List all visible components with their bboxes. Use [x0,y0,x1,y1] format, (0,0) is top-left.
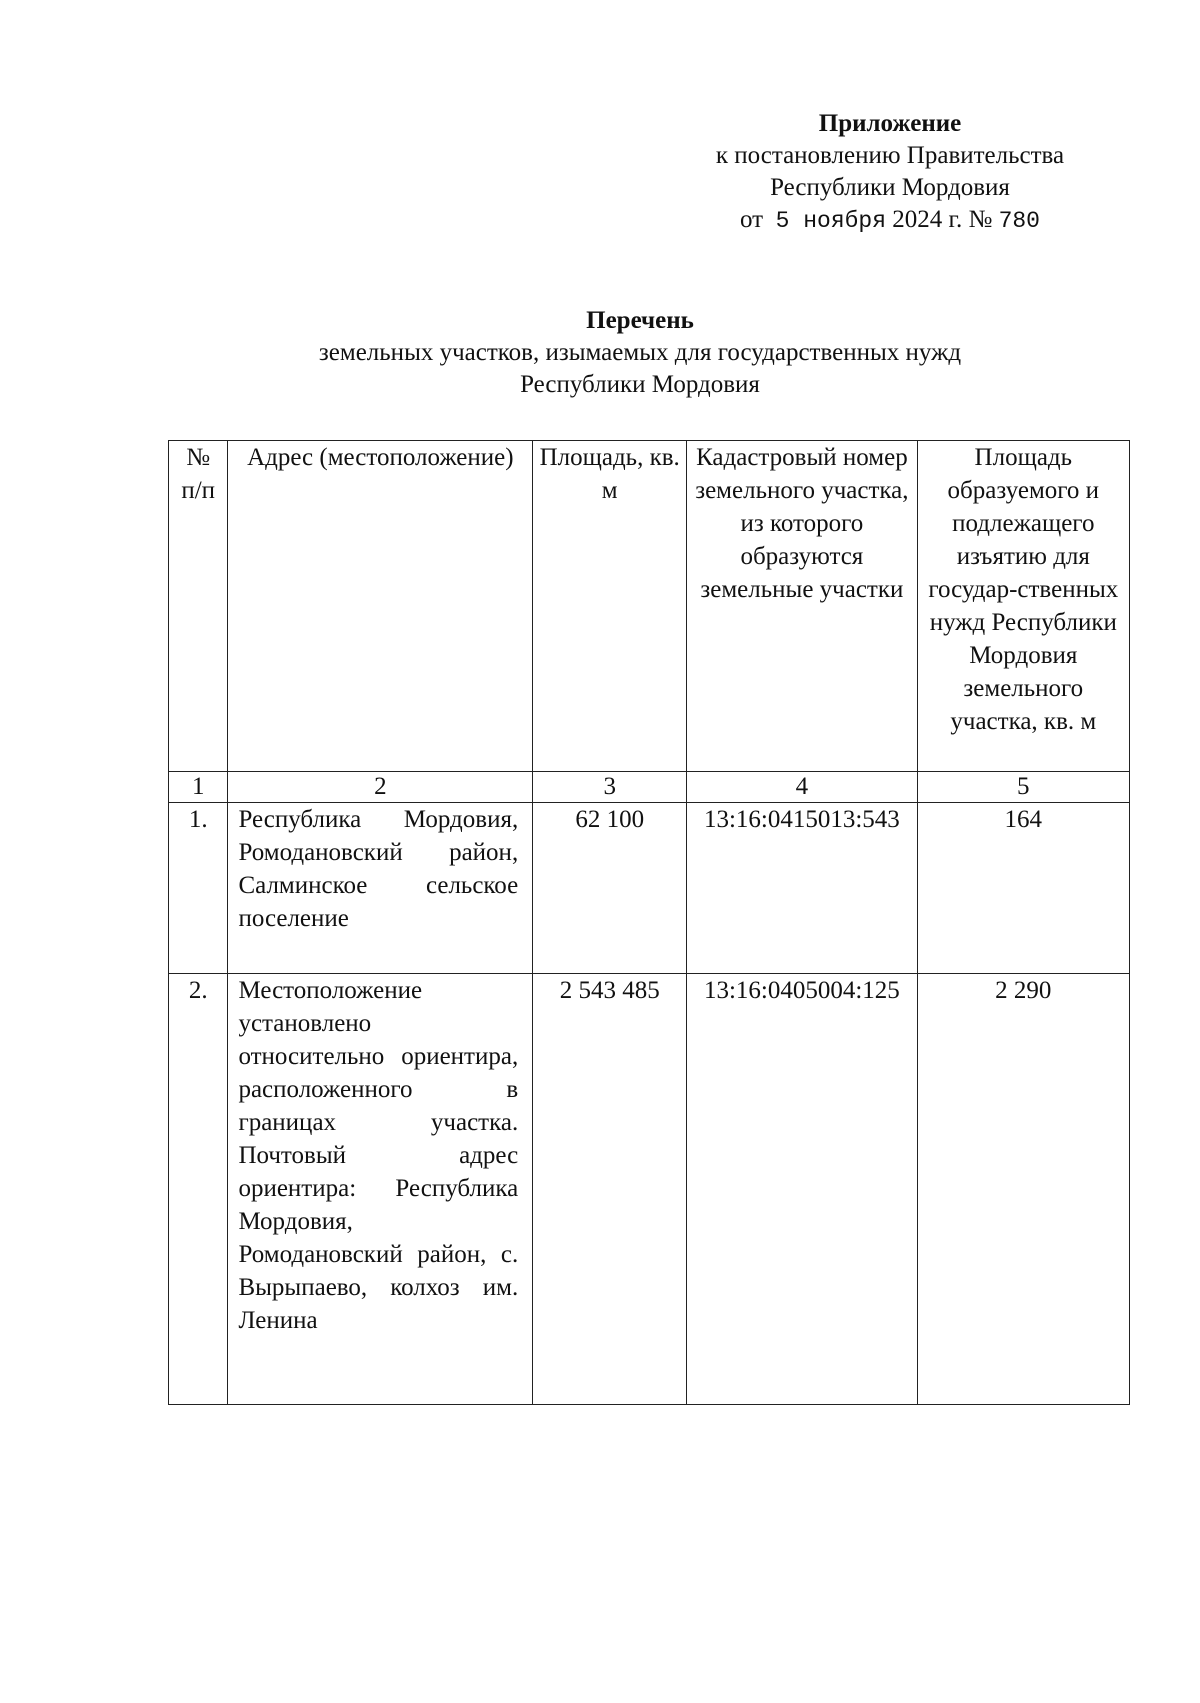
row-address: Местоположение установлено относительно ориентира, расположенного в границах участка. Почтовый адрес ориентира: Республика Мордовия, Ромодановский район, с. Вырыпаево, колхоз им. Ленина [228,974,533,1405]
decree-number: 780 [998,208,1040,234]
row-address: Республика Мордовия, Ромодановский район, Салминское сельское поселение [228,803,533,974]
document-heading [160,305,1120,401]
heading-title: Перечень [586,307,694,334]
date-handwritten: 5 ноября [775,208,887,234]
column-number: 2 [228,772,533,803]
appendix-line2: Республики Мордовия [770,174,1010,201]
date-year: 2024 г. № [892,206,993,233]
row-seized-area: 2 290 [917,974,1129,1405]
row-cadastral: 13:16:0405004:125 [687,974,917,1405]
column-number: 3 [533,772,687,803]
heading-line1: земельных участков, изымаемых для государственных нужд [318,339,962,366]
heading-line2: Республики Мордовия [520,371,760,398]
header-area: Площадь, кв. м [533,441,687,772]
table-row [169,974,1130,1405]
land-plots-table [168,440,1130,1405]
column-number: 1 [169,772,228,803]
row-area: 2 543 485 [533,974,687,1405]
row-index: 1. [169,803,228,974]
table-row [169,803,1130,974]
table-header-row [169,441,1130,772]
appendix-block [660,108,1120,237]
row-cadastral: 13:16:0415013:543 [687,803,917,974]
column-number: 5 [917,772,1129,803]
row-area: 62 100 [533,803,687,974]
date-prefix: от [740,206,764,233]
appendix-line1: к постановлению Правительства [715,142,1065,169]
row-index: 2. [169,974,228,1405]
header-cadastral: Кадастровый номер земельного участка, из которого образуются земельные участки [687,441,917,772]
header-address: Адрес (местоположение) [228,441,533,772]
header-seized-area: Площадь образуемого и подлежащего изъятию для государ-ственных нужд Республики Мордовия земельного участка, кв. м [917,441,1129,772]
row-seized-area: 164 [917,803,1129,974]
header-index: № п/п [169,441,228,772]
column-number: 4 [687,772,917,803]
appendix-title: Приложение [818,110,962,137]
appendix-date-line [660,204,1120,237]
table-column-numbers-row [169,772,1130,803]
